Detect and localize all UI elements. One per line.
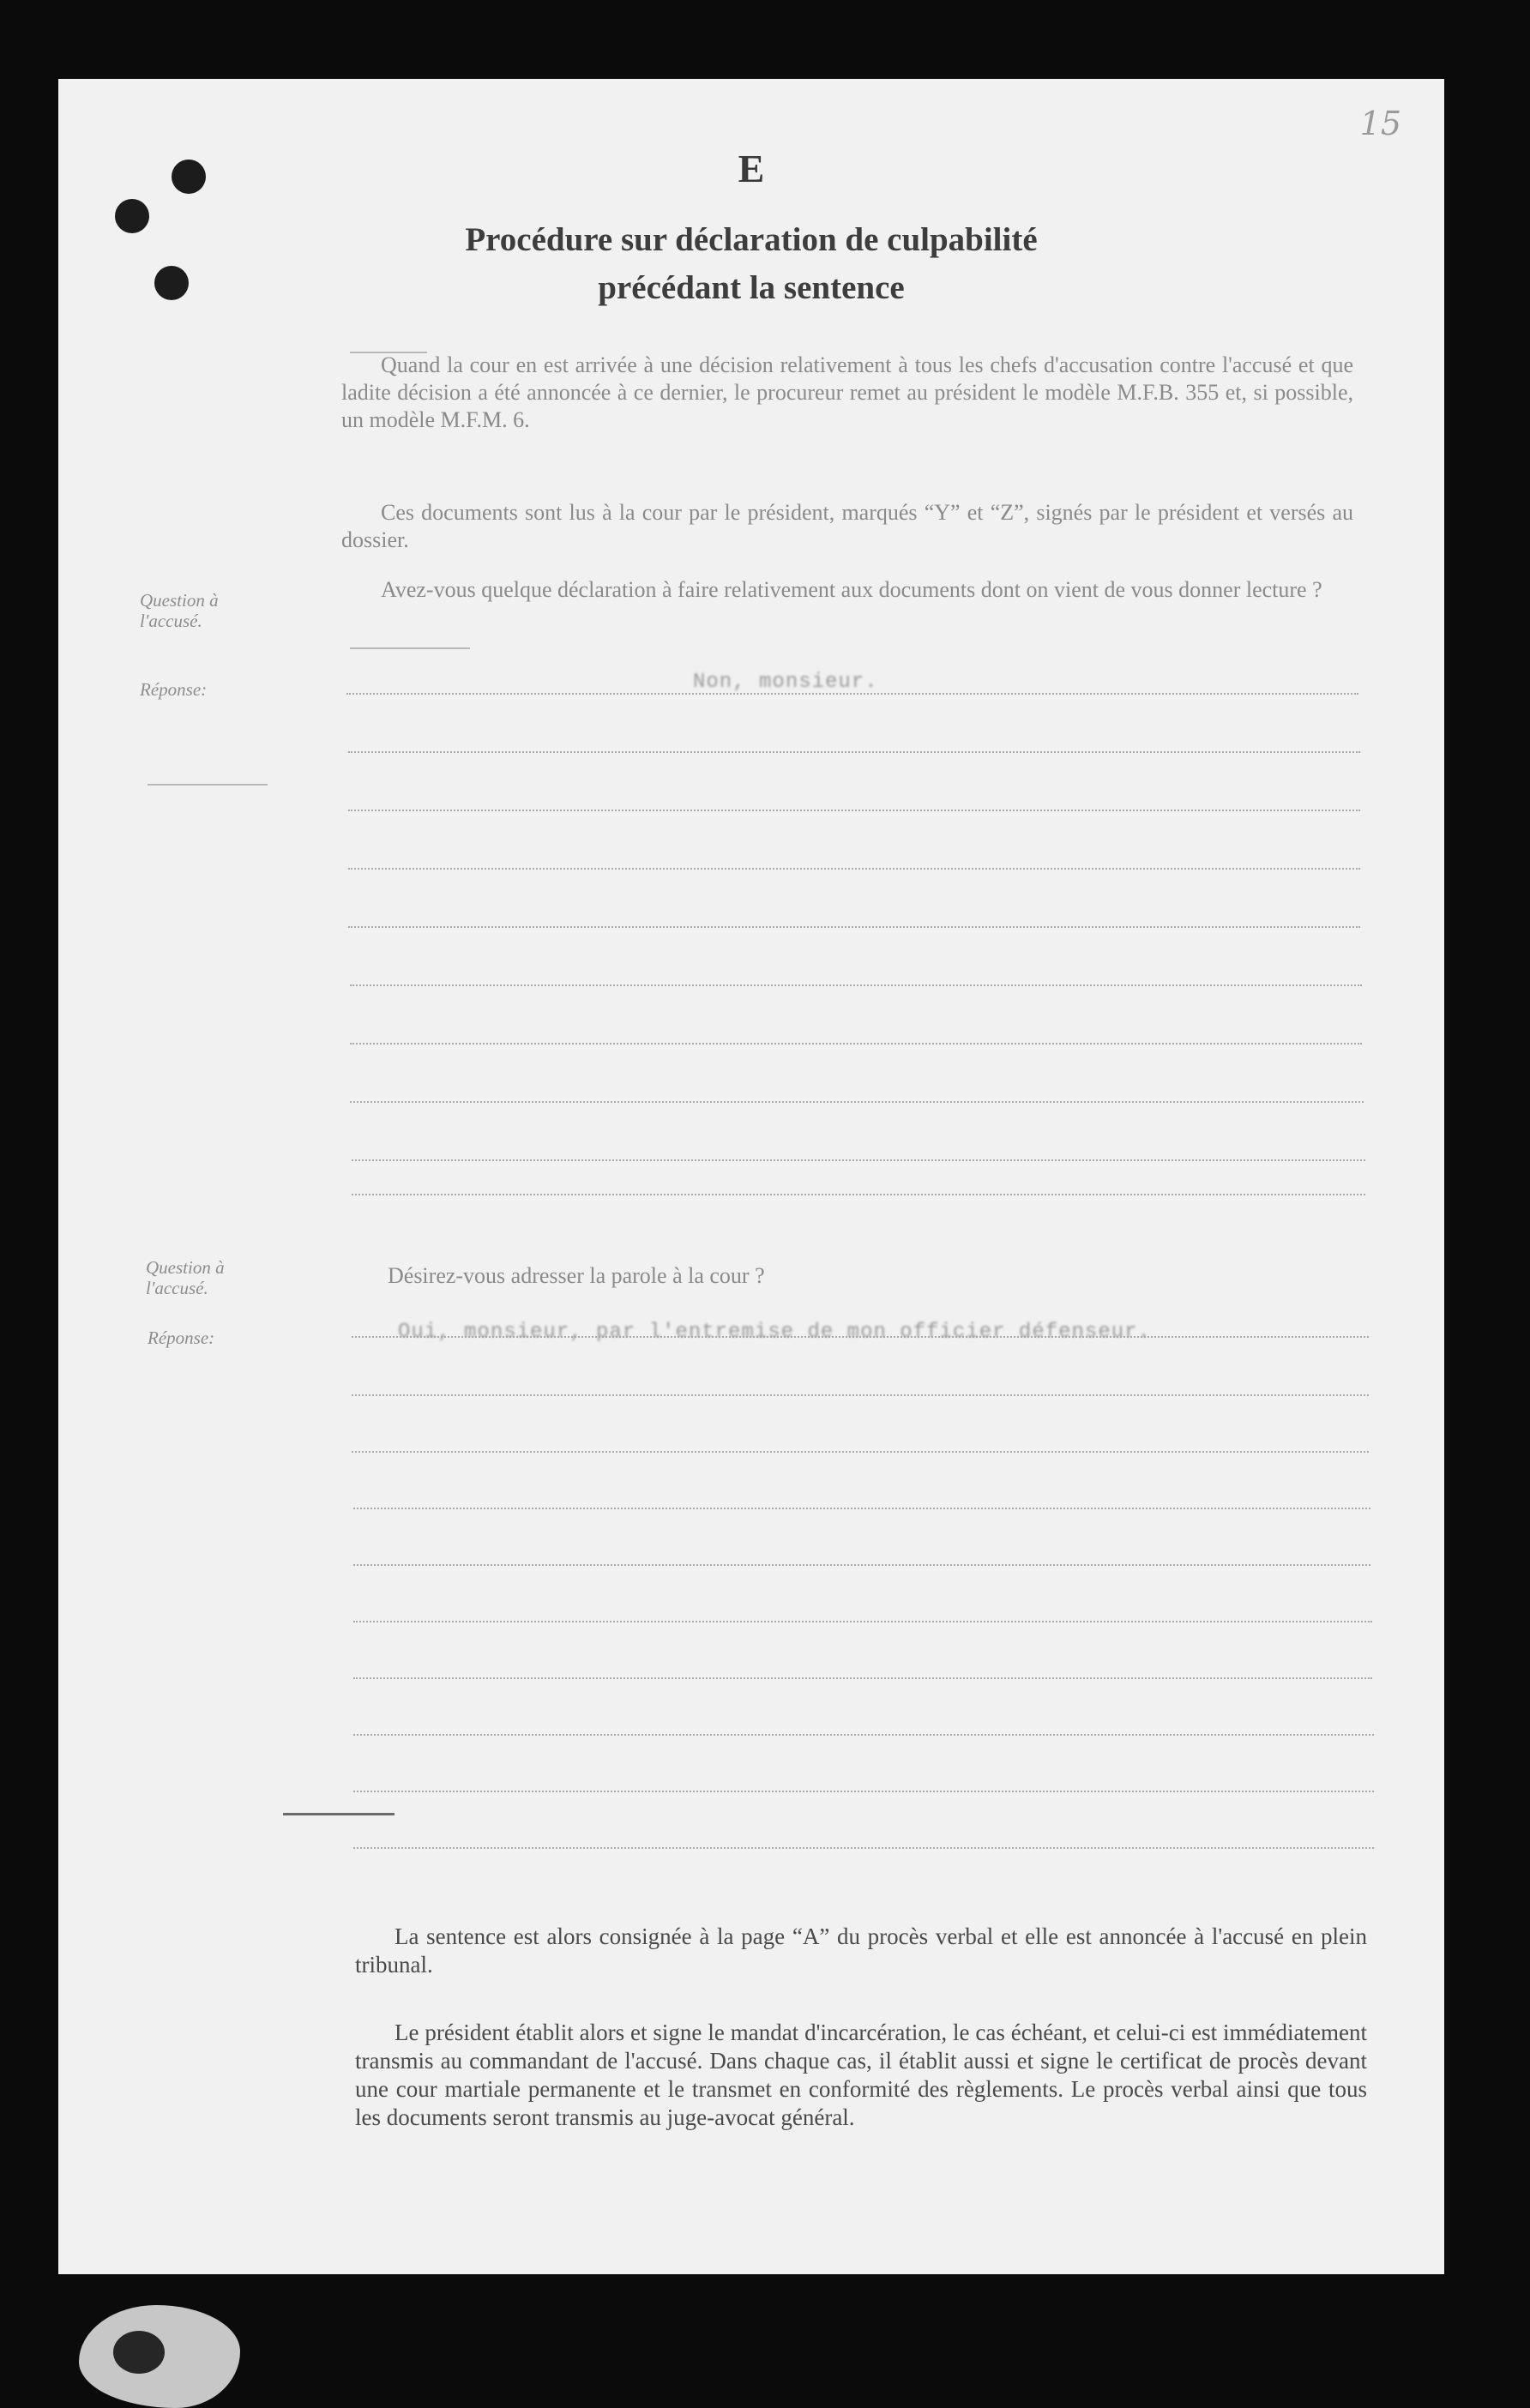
answer-line bbox=[350, 984, 1362, 986]
question1-typed-response: Non, monsieur. bbox=[693, 671, 878, 694]
answer-line bbox=[353, 1734, 1374, 1736]
president-paragraph bbox=[355, 2019, 1367, 2132]
answer-line bbox=[352, 1159, 1365, 1161]
question1-text bbox=[341, 576, 1353, 604]
answer-line bbox=[353, 1791, 1374, 1792]
answer-line bbox=[353, 1677, 1372, 1679]
answer-line bbox=[353, 1508, 1370, 1509]
answer-line bbox=[352, 1336, 1369, 1338]
document-page bbox=[58, 79, 1444, 2274]
answer-line bbox=[353, 1847, 1374, 1849]
question1-body: Avez-vous quelque déclaration à faire relativement aux documents dont on vient de vous donner lecture ? bbox=[381, 577, 1322, 602]
answer-line bbox=[350, 1101, 1364, 1103]
answer-line bbox=[353, 1564, 1370, 1566]
title-line-1: Procédure sur déclaration de culpabilité bbox=[465, 221, 1038, 258]
paper-stain bbox=[79, 2305, 240, 2408]
documents-paragraph bbox=[341, 499, 1353, 554]
page-title bbox=[0, 216, 1530, 312]
answer-line bbox=[348, 926, 1360, 928]
answer-line bbox=[352, 1194, 1365, 1195]
divider bbox=[350, 647, 470, 649]
president-text: Le président établit alors et signe le mandat d'incarcération, le cas échéant, et celui-ci est immédiatement transmis au commandant de l'accusé. Dans chaque cas, il établit aussi et signe le certificat de procès devant une cour martiale permanente et le transmet en conformité des règlements. Le procès verbal ainsi que tous les documents seront transmis au juge-avocat général. bbox=[355, 2020, 1367, 2130]
answer-line bbox=[348, 751, 1360, 753]
answer-line bbox=[346, 693, 1358, 695]
answer-line bbox=[353, 1621, 1372, 1622]
section-letter: E bbox=[738, 147, 765, 190]
question2-label: Question à l'accusé. bbox=[146, 1257, 225, 1298]
question2-typed-response: Oui, monsieur, par l'entremise de mon officier défenseur. bbox=[398, 1321, 1151, 1344]
answer-line bbox=[350, 1043, 1362, 1044]
title-line-2: précédant la sentence bbox=[598, 269, 905, 306]
answer-line bbox=[352, 1394, 1369, 1396]
intro-text: Quand la cour en est arrivée à une décision relativement à tous les chefs d'accusation contre l'accusé et que ladite décision a été annoncée à ce dernier, le procureur remet au président le modèle M.F.B. 355 et, si possible, un modèle M.F.M. 6. bbox=[341, 352, 1353, 432]
documents-text: Ces documents sont lus à la cour par le président, marqués “Y” et “Z”, signés par le président et versés au dossier. bbox=[341, 500, 1353, 552]
question1-label: Question à l'accusé. bbox=[140, 590, 219, 631]
answer-line bbox=[348, 868, 1360, 870]
question2-text bbox=[348, 1262, 1360, 1290]
page-number: 15 bbox=[1359, 105, 1401, 142]
answer-line bbox=[352, 1451, 1369, 1453]
intro-paragraph bbox=[341, 352, 1353, 434]
question1-response-label: Réponse: bbox=[140, 679, 208, 700]
question2-body: Désirez-vous adresser la parole à la cour ? bbox=[388, 1263, 765, 1288]
divider bbox=[283, 1813, 395, 1815]
sentence-text: La sentence est alors consignée à la page “A” du procès verbal et elle est annoncée à l'accusé en plein tribunal. bbox=[355, 1923, 1367, 1978]
sentence-paragraph bbox=[355, 1923, 1367, 1979]
question2-response-label: Réponse: bbox=[148, 1327, 215, 1348]
divider bbox=[148, 784, 268, 786]
answer-line bbox=[348, 810, 1360, 811]
